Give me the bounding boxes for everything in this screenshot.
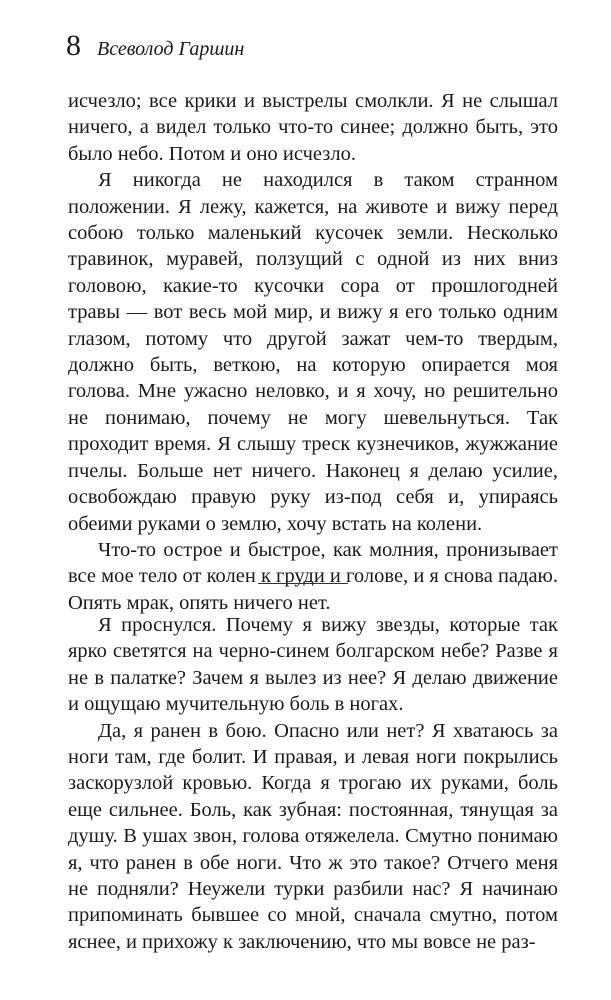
section-divider [258,583,348,584]
text-section-2 [68,612,558,955]
author-name: Всеволод Гаршин [97,38,245,60]
running-header [66,26,244,66]
paragraph: Да, я ранен в бою. Опасно или нет? Я хватаюсь за ноги там, где болит. И правая, и левая ноги покрылись заскорузлой кровью. Когда я трогаю их руками, боль еще сильнее. Боль, как зубная: постоянная, тянущая за душу. В ушах звон, голова отяжелела. Смутно понимаю я, что ранен в обе ноги. Что ж это такое? Отчего меня не подняли? Неужели турки разбили нас? Я начинаю припоминать бывшее со мной, сначала смутно, потом яснее, и прихожу к заключению, что мы вовсе не раз- [68,719,558,953]
text-section-1 [68,88,558,616]
page-number: 8 [66,29,81,62]
paragraph: Я проснулся. Почему я вижу звезды, которые так ярко светятся на черно-синем болгарском небе? Разве я не в палатке? Зачем я вылез из нее? Я делаю движение и ощущаю мучительную боль в ногах. [68,614,558,716]
paragraph: Что-то острое и быстрое, как молния, пронизывает все мое тело от колен к груди и голове, и я снова падаю. Опять мрак, опять ничего нет. [68,538,558,614]
paragraph: Я никогда не находился в таком странном положении. Я лежу, кажется, на животе и вижу перед собою только маленький кусочек земли. Несколько травинок, муравей, ползущий с одной из них вниз головою, какие-то кусочки сора от прошлогодней травы — вот весь мой мир, и вижу я его только одним глазом, потому что другой зажат чем-то твердым, должно быть, веткою, на которую опирается моя голова. Мне ужасно неловко, и я хочу, но решительно не понимаю, почему не могу шевельнуться. Так проходит время. Я слышу треск кузнечиков, жужжание пчелы. Больше нет ничего. Наконец я делаю усилие, освобождаю правую руку из-под себя и, упираясь обеими руками о землю, хочу встать на колени. [68,169,558,535]
paragraph: исчезло; все крики и выстрелы смолкли. Я не слышал ничего, а видел только что-то синее; должно быть, это было небо. Потом и оно исчезло. [68,90,558,165]
